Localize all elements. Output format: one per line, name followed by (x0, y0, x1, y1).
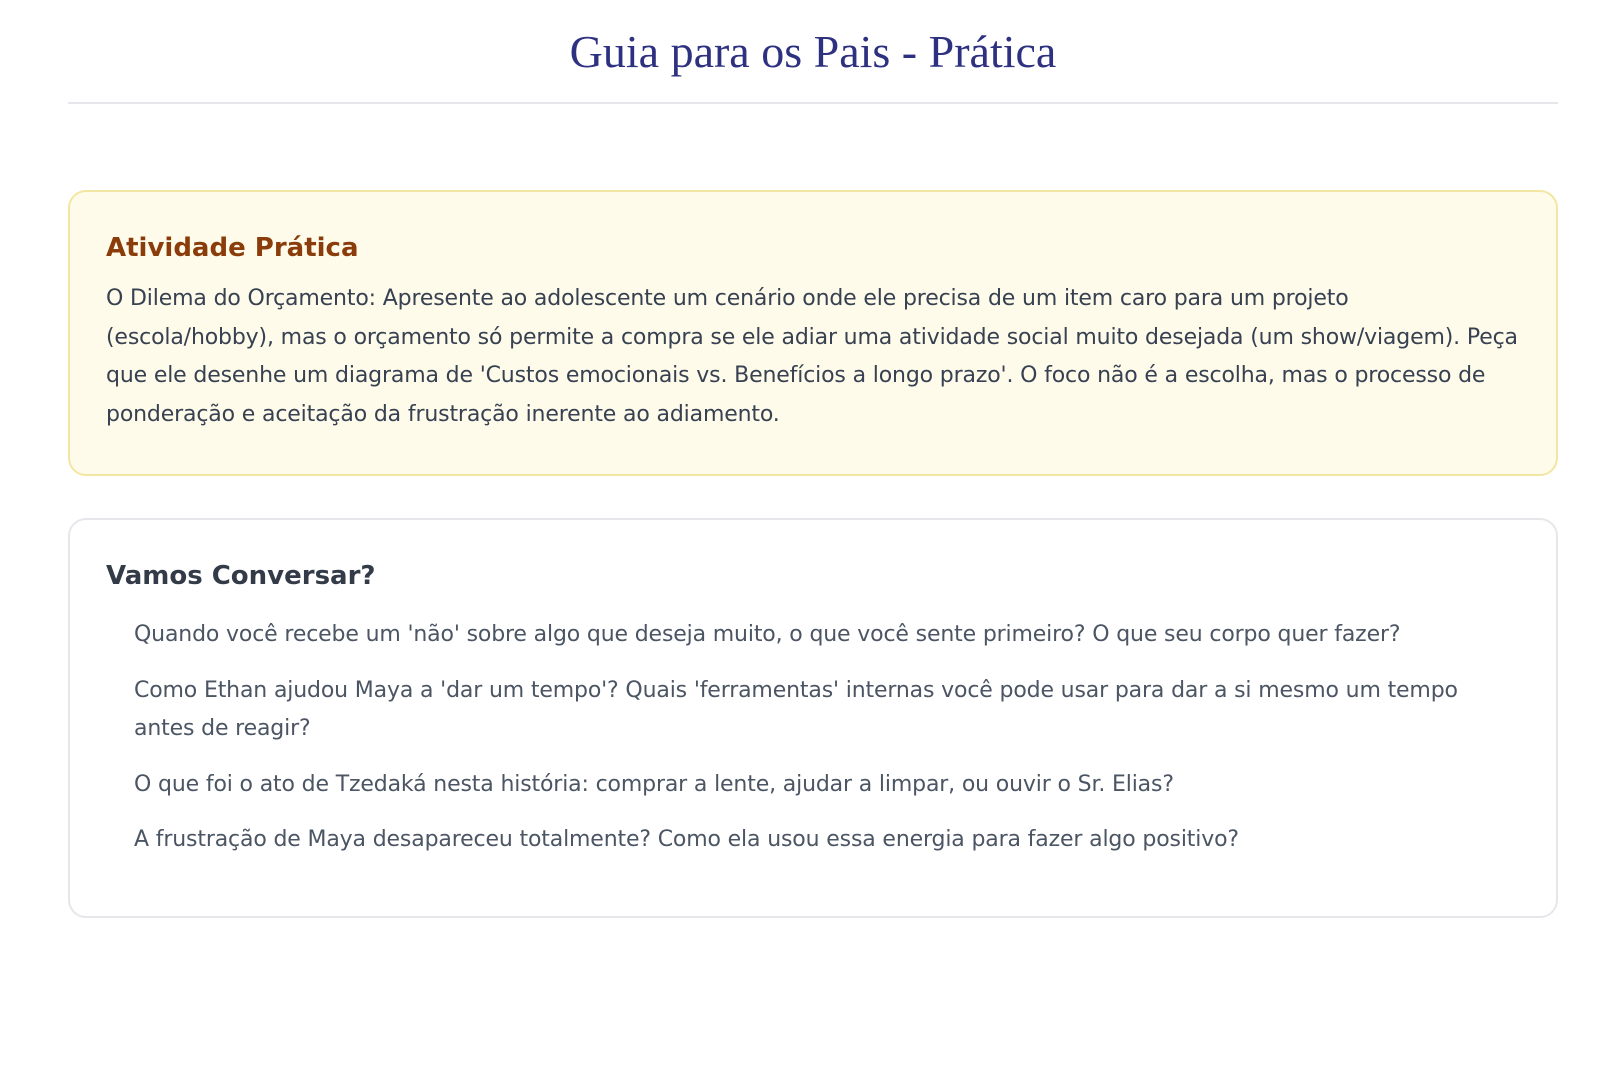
discussion-heading: Vamos Conversar? (106, 561, 376, 591)
question-item: A frustração de Maya desapareceu totalmente? Como ela usou essa energia para fazer algo positivo? (134, 827, 1239, 852)
page-title: Guia para os Pais - Prática (569, 26, 1057, 77)
question-item: Como Ethan ajudou Maya a 'dar um tempo'? Quais 'ferramentas' internas você pode usar para dar a si mesmo um tempo antes de reagir? (134, 677, 1458, 741)
question-item: O que foi o ato de Tzedaká nesta história: comprar a lente, ajudar a limpar, ou ouvir o Sr. Elias? (134, 771, 1174, 797)
practical-activity-card (68, 190, 1558, 476)
question-list (106, 616, 1520, 860)
discussion-card (68, 518, 1558, 918)
page-header (68, 0, 1558, 104)
activity-description: O Dilema do Orçamento: Apresente ao adolescente um cenário onde ele precisa de um item caro para um projeto (escola/hobby), mas o orçamento só permite a compra se ele adiar uma atividade social muito desejada (um show/viagem). Peça que ele desenhe um diagrama de 'Custos emocionais vs. Benefícios a longo prazo'. O foco não é a escolha, mas o processo de ponderação e aceitação da frustração inerente ao adiamento. (106, 286, 1518, 427)
question-item: Quando você recebe um 'não' sobre algo que deseja muito, o que você sente primeiro? O que seu corpo quer fazer? (134, 622, 1401, 647)
activity-heading: Atividade Prática (106, 233, 359, 263)
